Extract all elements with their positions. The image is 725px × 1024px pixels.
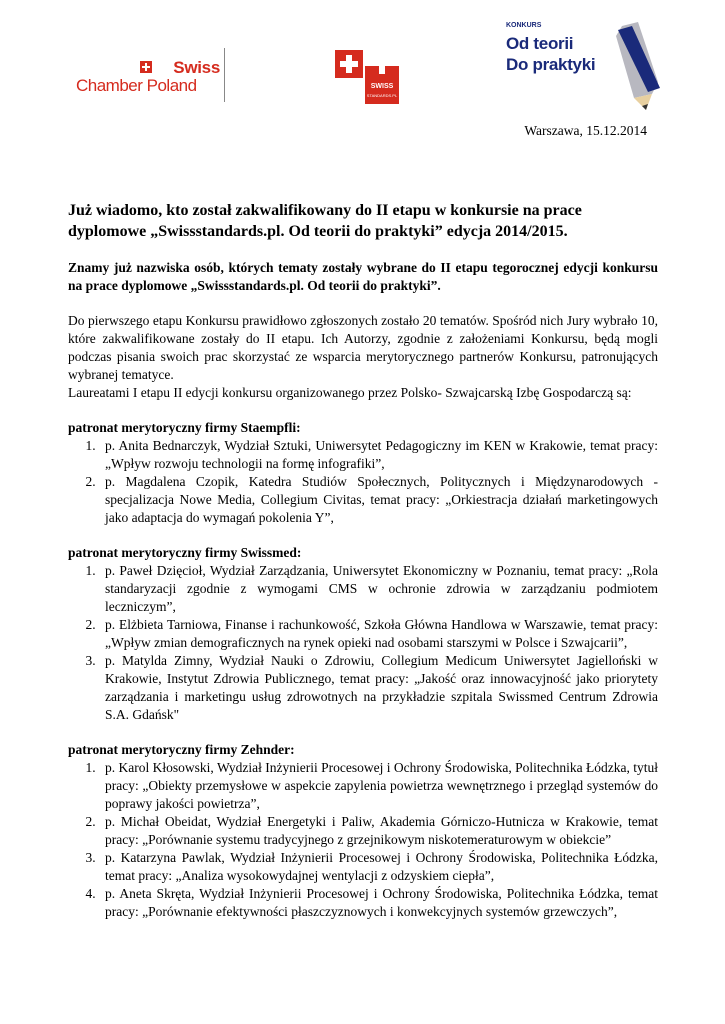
swiss-standards-logo	[335, 50, 399, 106]
list-item: 1. p. Karol Kłosowski, Wydział Inżynierii Procesowej i Ochrony Środowiska, Politechnika Łódzka, tytuł pracy: „Obiekty przemysłowe w aspekcie zapylenia powietrza wewnętrznego i przegląd systemów do poprawy jakości powietrza”,	[99, 759, 658, 813]
logo-divider	[224, 48, 225, 102]
section-staempfli	[68, 419, 658, 527]
headline: Już wiadomo, kto został zakwalifikowany do II etapu w konkursie na prace dyplomowe „Swissstandards.pl. Od teorii do praktyki” edycja 2014/2015.	[68, 202, 582, 240]
document-body	[68, 200, 658, 921]
list-item: 3. p. Matylda Zimny, Wydział Nauki o Zdrowiu, Collegium Medicum Uniwersytet Jagielloński w Krakowie, Instytut Zdrowia Publicznego, temat pracy: „Jakość oraz innowacyjność jako priorytety zarządzania i marketingu usług zdrowotnych na przykładzie szpitala Swissmed Centrum Zdrowia S.A. Gdańsk"	[99, 652, 658, 724]
list-item: 4. p. Aneta Skręta, Wydział Inżynierii Procesowej i Ochrony Środowiska, Politechnika Łódzka, temat pracy: „Porównanie efektywności płaszczyznowych i konwekcyjnych systemów grzewczych”,	[99, 885, 658, 921]
lead-paragraph: Znamy już nazwiska osób, których tematy zostały wybrane do II etapu tegorocznej edycji konkursu na prace dyplomowe „Swissstandards.pl. Od teorii do praktyki”.	[68, 260, 658, 293]
section-title: patronat merytoryczny firmy Swissmed:	[68, 545, 302, 560]
laureate-list	[68, 759, 658, 921]
document-date: Warszawa, 15.12.2014	[524, 123, 647, 138]
list-item: 2. p. Michał Obeidat, Wydział Energetyki i Paliw, Akademia Górniczo-Hutnicza w Krakowie, temat pracy: „Porównanie systemu tradycyjnego z grzejnikowym niskotemeraturowym w obiekcie”	[99, 813, 658, 849]
list-item: 2. p. Magdalena Czopik, Katedra Studiów Społecznych, Politycznych i Międzynarodowych - specjalizacja Nowe Media, Collegium Civitas, temat pracy: „Orkiestracja działań marketingowych jako adaptacja do wymagań pokolenia Y”,	[99, 473, 658, 527]
chamber-logo-line2: Chamber Poland	[76, 76, 197, 95]
pencil-icon	[608, 22, 664, 112]
swiss-chamber-poland-logo	[76, 58, 226, 100]
standards-logo-name: SWISS	[370, 83, 394, 90]
laureate-list	[68, 562, 658, 724]
list-item: 2. p. Elżbieta Tarniowa, Finanse i rachunkowość, Szkoła Główna Handlowa w Warszawie, temat pracy: „Wpływ zmian demograficznych na rynek opieki nad osobami starszymi w Polsce i Szwajcarii”,	[99, 616, 658, 652]
intro-paragraph: Do pierwszego etapu Konkursu prawidłowo zgłoszonych zostało 20 tematów. Spośród nich Jury wybrało 10, które zakwalifikowane zostały do II etapu. Ich Autorzy, zgodnie z założeniami Konkursu, będą mogli podczas pisania swoich prac skorzystać ze wsparcia merytorycznego partnerów Konkursu, patronujących wybranej tematyce.	[68, 313, 658, 382]
section-title: patronat merytoryczny firmy Zehnder:	[68, 742, 295, 757]
swiss-cross-icon	[140, 61, 152, 73]
chamber-logo-line1: Swiss	[173, 58, 220, 77]
list-item: 1. p. Anita Bednarczyk, Wydział Sztuki, Uniwersytet Pedagogiczny im KEN w Krakowie, temat pracy: „Wpływ rozwoju technologii na formę infografiki”,	[99, 437, 658, 473]
contest-logo	[502, 22, 662, 112]
standards-logo-sub: STANDARDS.PL	[366, 93, 398, 98]
section-title: patronat merytoryczny firmy Staempfli:	[68, 420, 301, 435]
logo-header	[0, 0, 725, 120]
laureate-list	[68, 437, 658, 527]
section-zehnder	[68, 741, 658, 921]
contest-logo-line1: Od teorii	[506, 34, 574, 53]
contest-logo-small: KONKURS	[506, 22, 542, 29]
list-item: 3. p. Katarzyna Pawlak, Wydział Inżynierii Procesowej i Ochrony Środowiska, Politechnika Łódzka, temat pracy: „Analiza wysokowydajnej wentylacji z odzyskiem ciepła”,	[99, 849, 658, 885]
list-item: 1. p. Paweł Dzięcioł, Wydział Zarządzania, Uniwersytet Ekonomiczny w Poznaniu, temat pracy: „Rola standaryzacji zgodnie z wymogami CMS w ochronie zdrowia w zarządzaniu podmiotem leczniczym”,	[99, 562, 658, 616]
contest-logo-line2: Do praktyki	[506, 55, 596, 74]
section-swissmed	[68, 544, 658, 724]
swiss-cross-icon	[335, 50, 363, 78]
intro-paragraph-2: Laureatami I etapu II edycji konkursu organizowanego przez Polsko- Szwajcarską Izbę Gospodarczą są:	[68, 385, 632, 400]
